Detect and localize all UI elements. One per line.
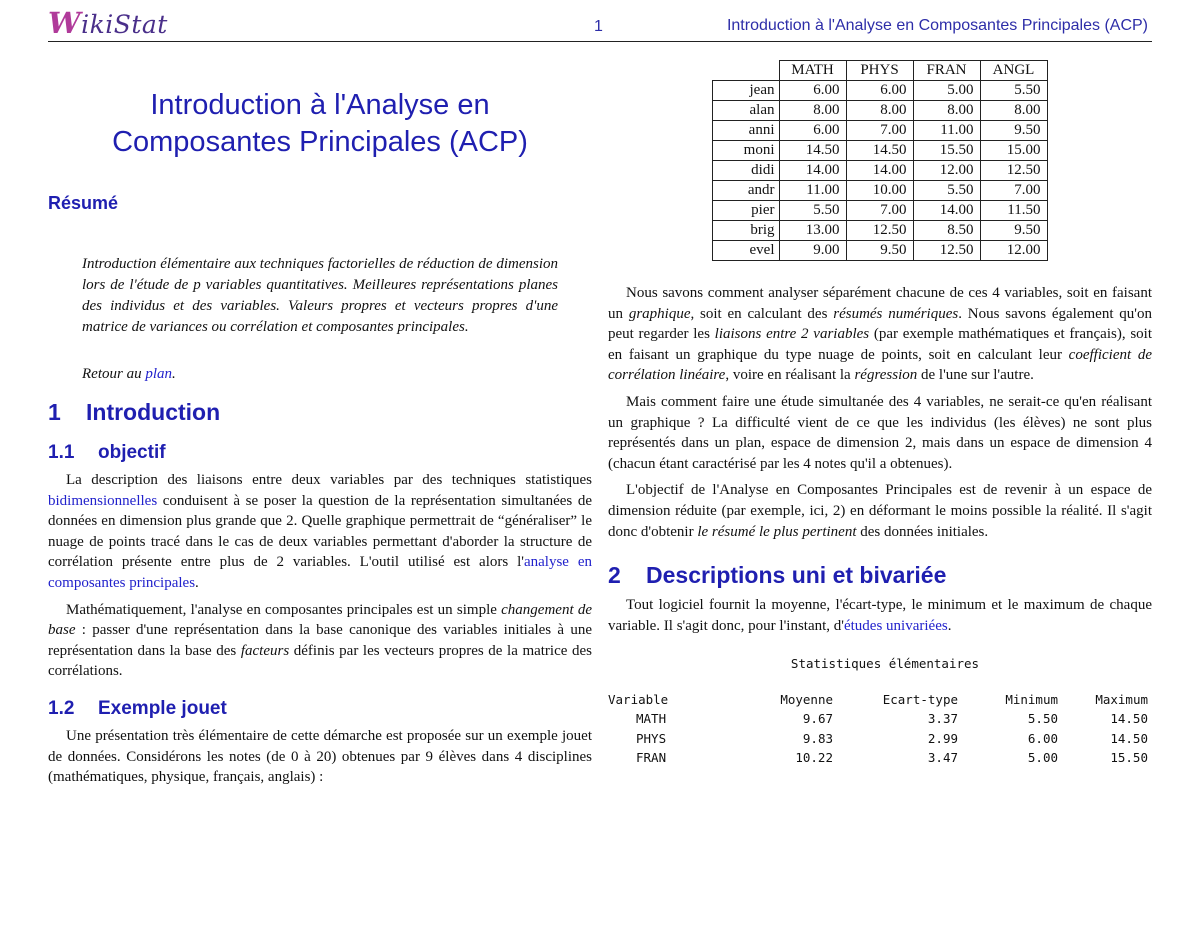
stats-header: Variable xyxy=(608,691,669,707)
grade-cell: 13.00 xyxy=(779,221,846,241)
stats-cell: PHYS xyxy=(636,730,667,746)
grade-cell: 6.00 xyxy=(779,81,846,101)
grade-cell: 10.00 xyxy=(846,181,913,201)
logo-text: ikiStat xyxy=(81,10,168,39)
emphasis: régression xyxy=(854,367,918,384)
column-header: PHYS xyxy=(846,61,913,81)
grade-cell: 8.00 xyxy=(980,101,1047,121)
grade-cell: 14.50 xyxy=(779,141,846,161)
emphasis: graphique xyxy=(628,305,691,322)
abstract-heading: Résumé xyxy=(48,193,119,213)
stats-header: Moyenne xyxy=(780,691,833,707)
table-row xyxy=(713,81,1048,101)
emphasis: liaisons entre 2 variables xyxy=(714,326,870,343)
text-run: . xyxy=(947,617,952,634)
student-name: brig xyxy=(713,221,780,241)
grade-cell: 8.00 xyxy=(846,101,913,121)
grade-cell: 5.00 xyxy=(913,81,980,101)
text-run: définis par les vecteurs propres de la matrice des corrélations. xyxy=(48,642,592,680)
stats-row xyxy=(608,748,1152,768)
table-row xyxy=(713,121,1048,141)
exemple-paragraph: Une présentation très élémentaire de cette démarche est proposée sur un exemple jouet de données. Considérons les notes (de 0 à 20) obtenues par 9 élèves dans 4 disciplines (mathématiques, physique, français, anglais) : xyxy=(48,727,592,786)
grade-cell: 14.50 xyxy=(846,141,913,161)
text-run: (par exemple mathématiques et français), soit en faisant un graphique du type nuage de points, soit en calculant leur xyxy=(608,326,1152,363)
subsection-1-2-heading xyxy=(48,698,592,720)
grade-cell: 12.50 xyxy=(913,241,980,261)
stats-row xyxy=(608,709,1152,729)
section-2-heading xyxy=(608,562,1152,589)
student-name: evel xyxy=(713,241,780,261)
stats-cell: 2.99 xyxy=(927,730,958,746)
emphasis: changement de base xyxy=(48,601,592,639)
text-run: L'objectif de l'Analyse en Composantes Principales est de revenir à un espace de dimension réduite (par exemple, ici, 2) en déformant le moins possible la réalité. Il s'agit donc d'obtenir xyxy=(608,482,1152,540)
plan-link[interactable]: plan xyxy=(145,366,172,382)
right-paragraph-3 xyxy=(608,480,1152,542)
stats-cell: 14.50 xyxy=(1110,711,1148,727)
etudes-univariees-link[interactable]: études univariées xyxy=(843,617,948,634)
table-row xyxy=(713,101,1048,121)
page-number: 1 xyxy=(594,18,603,35)
grades-table xyxy=(712,60,1048,261)
student-name: anni xyxy=(713,121,780,141)
grade-cell: 14.00 xyxy=(913,201,980,221)
grade-cell: 7.00 xyxy=(846,121,913,141)
grade-cell: 5.50 xyxy=(913,181,980,201)
section-title: Introduction xyxy=(86,399,221,425)
text-run: Mathématiquement, l'analyse en composantes principales est un simple xyxy=(66,601,502,618)
stats-title: Statistiques élémentaires xyxy=(790,656,980,672)
stats-cell: MATH xyxy=(636,711,667,727)
text-run: . Nous savons également qu'on peut regarder les xyxy=(608,305,1153,343)
table-row xyxy=(713,161,1048,181)
grade-cell: 8.00 xyxy=(779,101,846,121)
stats-cell: 6.00 xyxy=(1027,730,1058,746)
grade-cell: 11.00 xyxy=(913,121,980,141)
emphasis: résumés numériques xyxy=(833,305,959,322)
emphasis: coefficient de corrélation linéaire xyxy=(608,346,1152,384)
stats-header-row xyxy=(608,690,1152,710)
stats-cell: 9.67 xyxy=(802,711,833,727)
grade-cell: 11.00 xyxy=(779,181,846,201)
logo-initial: W xyxy=(48,6,82,40)
grade-cell: 7.00 xyxy=(980,181,1047,201)
text-run: conduisent à se poser la question de la représentation simultanées de données en dimension plus grande que 2. Quelle graphique permettrait de “généraliser” le nuage de points tracé dans le cas de deux variables permettant d'aborder la structure de corrélation présente entre plus de 2 variables. L'outil utilisé est alors l' xyxy=(48,492,592,571)
section-number: 2 xyxy=(608,562,621,589)
student-name: didi xyxy=(713,161,780,181)
stats-cell: FRAN xyxy=(636,750,667,766)
student-name: andr xyxy=(713,181,780,201)
wikistat-logo[interactable] xyxy=(48,6,168,40)
column-header: ANGL xyxy=(980,61,1047,81)
stats-cell: 9.83 xyxy=(802,730,833,746)
grade-cell: 8.00 xyxy=(913,101,980,121)
right-paragraph-1 xyxy=(608,283,1152,386)
grades-table-header xyxy=(713,61,1048,81)
grade-cell: 12.50 xyxy=(846,221,913,241)
column-header: MATH xyxy=(779,61,846,81)
text-run: , soit en calculant des xyxy=(690,305,834,322)
student-name: alan xyxy=(713,101,780,121)
section-2-paragraph xyxy=(608,595,1152,636)
stats-cell: 3.37 xyxy=(927,711,958,727)
corner-cell xyxy=(713,61,780,81)
document-title xyxy=(48,87,592,161)
table-row xyxy=(713,241,1048,261)
section-number: 1 xyxy=(48,399,61,425)
subsection-number: 1.1 xyxy=(48,442,75,463)
table-row xyxy=(713,181,1048,201)
grade-cell: 12.00 xyxy=(913,161,980,181)
table-row xyxy=(713,141,1048,161)
grade-cell: 8.50 xyxy=(913,221,980,241)
grade-cell: 9.50 xyxy=(980,121,1047,141)
grade-cell: 9.50 xyxy=(846,241,913,261)
section-title: Descriptions uni et bivariée xyxy=(646,562,947,589)
right-column xyxy=(608,60,1152,768)
column-header: FRAN xyxy=(913,61,980,81)
abstract-text: Introduction élémentaire aux techniques factorielles de réduction de dimension lors de l'étude de p variables quantitatives. Meilleures représentations planes des individus et des variables. Valeurs propres et vecteurs propres d'une matrice de variances ou corrélation et composantes principales. xyxy=(82,256,558,335)
grade-cell: 15.50 xyxy=(913,141,980,161)
grade-cell: 15.00 xyxy=(980,141,1047,161)
stats-cell: 15.50 xyxy=(1110,750,1148,766)
table-row xyxy=(713,221,1048,241)
grades-table-body xyxy=(713,81,1048,261)
grade-cell: 12.00 xyxy=(980,241,1047,261)
text-run: : passer d'une représentation dans la base canonique des variables initiales à une représentation dans la base des xyxy=(48,622,592,659)
title-line-1: Introduction à l'Analyse en xyxy=(150,89,490,121)
objectif-paragraph-2 xyxy=(48,600,592,682)
table-row xyxy=(713,201,1048,221)
stats-row xyxy=(608,729,1152,749)
grade-cell: 12.50 xyxy=(980,161,1047,181)
section-1-heading xyxy=(48,399,592,426)
emphasis: le résumé le plus pertinent xyxy=(697,523,857,540)
grade-cell: 14.00 xyxy=(846,161,913,181)
grade-cell: 9.00 xyxy=(779,241,846,261)
stats-cell: 3.47 xyxy=(927,750,958,766)
subsection-1-1-heading xyxy=(48,442,592,464)
running-title: Introduction à l'Analyse en Composantes Principales (ACP) xyxy=(726,17,1148,34)
back-to-plan xyxy=(82,366,558,383)
stats-output xyxy=(608,654,1152,768)
stats-body xyxy=(608,709,1152,768)
stats-cell: 10.22 xyxy=(795,750,833,766)
grade-cell: 5.50 xyxy=(779,201,846,221)
back-suffix: . xyxy=(172,366,176,382)
grade-cell: 7.00 xyxy=(846,201,913,221)
grade-cell: 9.50 xyxy=(980,221,1047,241)
stats-header: Maximum xyxy=(1095,691,1148,707)
stats-header: Minimum xyxy=(1005,691,1058,707)
text-run: Tout logiciel fournit la moyenne, l'écart-type, le minimum et le maximum de chaque variable. Il s'agit donc, pour l'instant, d' xyxy=(608,597,1152,634)
acp-link[interactable]: analyse en composantes principales xyxy=(48,554,592,591)
objectif-paragraph-1 xyxy=(48,470,592,594)
back-prefix: Retour au xyxy=(82,366,146,382)
grade-cell: 11.50 xyxy=(980,201,1047,221)
subsection-number: 1.2 xyxy=(48,697,75,719)
text-run: . xyxy=(195,574,199,591)
text-run: La description des liaisons entre deux variables par des techniques statistiques xyxy=(66,472,592,488)
right-paragraph-2: Mais comment faire une étude simultanée des 4 variables, ne serait-ce qu'en réalisant un graphique ? La difficulté vient de ce que les individus (les élèves) ne sont plus représentés dans un plan, espace de dimension 2, mais dans un espace de dimension 4 (chacun étant caractérisé par les 4 notes qu'il a obtenues). xyxy=(608,393,1152,472)
grade-cell: 6.00 xyxy=(846,81,913,101)
text-run: , voire en réalisant la xyxy=(725,367,855,384)
grade-cell: 14.00 xyxy=(779,161,846,181)
page-header xyxy=(48,0,1152,42)
grade-cell: 6.00 xyxy=(779,121,846,141)
subsection-title: objectif xyxy=(98,442,166,463)
title-line-2: Composantes Principales (ACP) xyxy=(112,126,528,158)
grade-cell: 5.50 xyxy=(980,81,1047,101)
stats-header: Ecart-type xyxy=(882,691,958,707)
student-name: pier xyxy=(713,201,780,221)
stats-cell: 14.50 xyxy=(1110,730,1148,746)
emphasis: facteurs xyxy=(240,642,290,659)
student-name: jean xyxy=(713,81,780,101)
bidimensionnelles-link[interactable]: bidimensionnelles xyxy=(48,492,158,509)
text-run: des données initiales. xyxy=(856,523,989,540)
stats-cell: 5.00 xyxy=(1027,750,1058,766)
text-run: de l'une sur l'autre. xyxy=(917,367,1034,384)
student-name: moni xyxy=(713,141,780,161)
subsection-title: Exemple jouet xyxy=(98,697,227,719)
stats-cell: 5.50 xyxy=(1027,711,1058,727)
left-column xyxy=(48,60,592,788)
text-run: Nous savons comment analyser séparément chacune de ces 4 variables, soit en faisant un xyxy=(608,285,1152,322)
